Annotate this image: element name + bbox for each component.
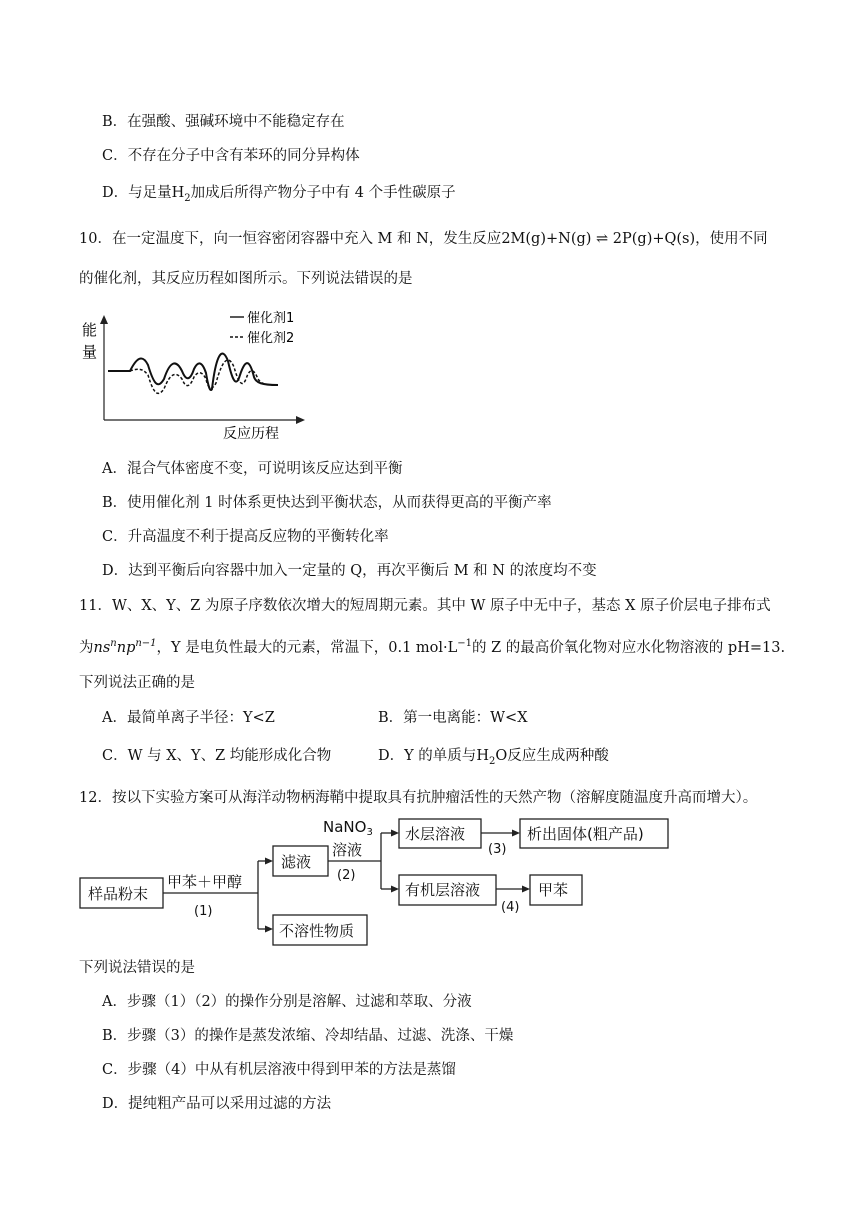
q9-option-c: C．不存在分子中含有苯环的同分异构体 bbox=[102, 148, 360, 164]
label-aqueous: 水层溶液 bbox=[405, 825, 466, 843]
q11-stem-line3: 下列说法正确的是 bbox=[79, 675, 195, 691]
label-organic: 有机层溶液 bbox=[405, 881, 481, 899]
legend-catalyst-1: 催化剂1 bbox=[247, 311, 295, 326]
q10-option-c: C．升高温度不利于提高反应物的平衡转化率 bbox=[102, 529, 389, 545]
y-axis-label-2: 量 bbox=[82, 343, 98, 361]
q12-option-d: D．提纯粗产品可以采用过滤的方法 bbox=[102, 1096, 332, 1112]
q10-option-b: B．使用催化剂 1 时体系更快达到平衡状态，从而获得更高的平衡产率 bbox=[102, 495, 552, 511]
x-axis-label: 反应历程 bbox=[223, 426, 279, 442]
label-reagent2-solution: 溶液 bbox=[332, 841, 363, 859]
q10-stem-line1: 10．在一定温度下，向一恒容密闭容器中充入 M 和 N，发生反应2M(g)+N(g) ⇌ 2P(g)+Q(s)，使用不同 bbox=[79, 231, 768, 247]
q12-option-b: B．步骤（3）的操作是蒸发浓缩、冷却结晶、过滤、洗涤、干燥 bbox=[102, 1028, 514, 1044]
q12-option-c: C．步骤（4）中从有机层溶液中得到甲苯的方法是蒸馏 bbox=[102, 1062, 456, 1078]
reaction-equation: 2M(g)+N(g) ⇌ 2P(g)+Q(s) bbox=[501, 231, 696, 247]
label-step4: (4) bbox=[501, 900, 520, 915]
label-solid: 析出固体(粗产品) bbox=[527, 825, 644, 843]
q11-option-b: B．第一电离能：W<X bbox=[378, 710, 528, 726]
label-reagent2: NaNO$_3$ bbox=[323, 818, 373, 838]
label-sample: 样品粉末 bbox=[88, 885, 149, 903]
q9-option-b: B．在强酸、强碱环境中不能稳定存在 bbox=[102, 114, 345, 130]
extraction-flowchart bbox=[78, 815, 678, 950]
label-insoluble: 不溶性物质 bbox=[279, 922, 355, 940]
q10-stem-line2: 的催化剂，其反应历程如图所示。下列说法错误的是 bbox=[79, 271, 413, 287]
q11-option-d: D．Y 的单质与$H_2O$反应生成两种酸 bbox=[378, 748, 609, 767]
y-axis-label-1: 能 bbox=[82, 321, 98, 339]
label-step2: (2) bbox=[337, 868, 356, 883]
q11-option-a: A．最简单离子半径：Y<Z bbox=[102, 710, 275, 726]
label-step1: (1) bbox=[194, 904, 213, 919]
label-reagent1: 甲苯＋甲醇 bbox=[167, 873, 243, 891]
q12-stem: 12．按以下实验方案可从海洋动物柄海鞘中提取具有抗肿瘤活性的天然产物（溶解度随温度升高而增大）。 bbox=[79, 790, 758, 806]
label-toluene: 甲苯 bbox=[538, 881, 569, 899]
label-step3: (3) bbox=[488, 842, 507, 857]
q11-option-c: C．W 与 X、Y、Z 均能形成化合物 bbox=[102, 748, 332, 764]
q11-stem-line1: 11．W、X、Y、Z 为原子序数依次增大的短周期元素。其中 W 原子中无中子，基态 X 原子价层电子排布式 bbox=[79, 598, 771, 614]
q9-option-d: D．与足量$H_2$加成后所得产物分子中有 4 个手性碳原子 bbox=[102, 185, 456, 204]
label-filtrate: 滤液 bbox=[281, 853, 312, 871]
energy-profile-figure bbox=[78, 305, 318, 445]
q11-stem-line2: 为$ns^nnp^{n-1}$，Y 是电负性最大的元素，常温下，0.1 $mol\cdot L^{-1}$的 Z 的最高价氧化物对应水化物溶液的 pH=13. bbox=[79, 638, 786, 656]
catalyst-1-curve bbox=[108, 354, 278, 390]
q12-stem2: 下列说法错误的是 bbox=[79, 960, 195, 976]
q12-option-a: A．步骤（1）（2）的操作分别是溶解、过滤和萃取、分液 bbox=[102, 994, 472, 1010]
legend-catalyst-2: 催化剂2 bbox=[247, 331, 295, 346]
q10-option-d: D．达到平衡后向容器中加入一定量的 Q，再次平衡后 M 和 N 的浓度均不变 bbox=[102, 563, 597, 579]
q10-option-a: A．混合气体密度不变，可说明该反应达到平衡 bbox=[102, 461, 403, 477]
